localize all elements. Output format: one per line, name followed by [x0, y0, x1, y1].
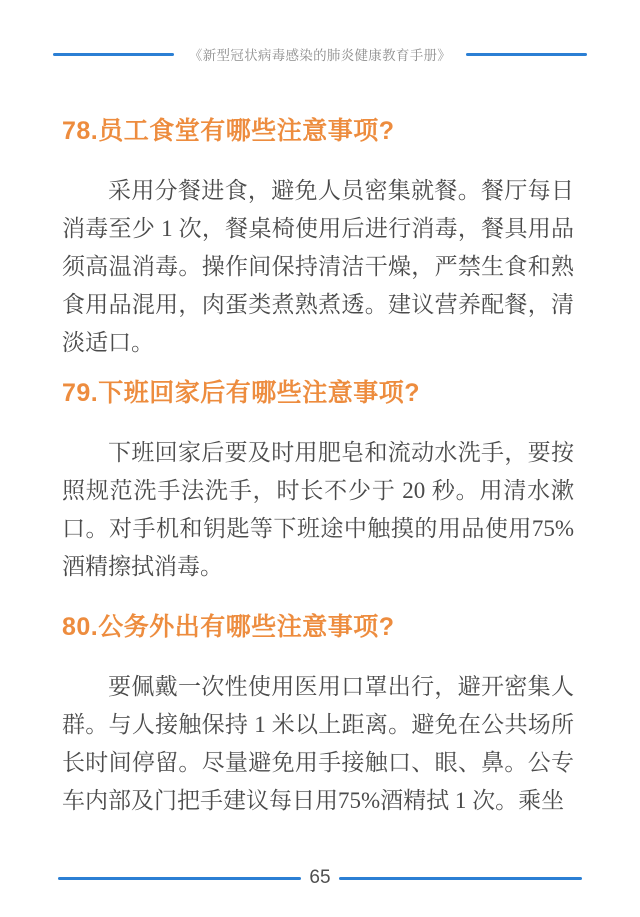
answer-paragraph-78: 采用分餐进食，避免人员密集就餐。餐厅每日消毒至少 1 次，餐桌椅使用后进行消毒，餐具用品须高温消毒。操作间保持清洁干燥，严禁生食和熟食用品混用，肉蛋类煮熟煮透。建议营养配餐，清淡适口。 [62, 178, 574, 355]
qa-section-79 [62, 378, 574, 586]
footer-rule-right [339, 877, 582, 880]
question-heading-79: 79.下班回家后有哪些注意事项? [62, 379, 421, 407]
handbook-title: 《新型冠状病毒感染的肺炎健康教育手册》 [188, 48, 452, 63]
answer-paragraph-79: 下班回家后要及时用肥皂和流动水洗手，要按照规范洗手法洗手，时长不少于 20 秒。用清水漱口。对手机和钥匙等下班途中触摸的用品使用75%酒精擦拭消毒。 [62, 440, 574, 579]
qa-section-80 [62, 612, 574, 820]
page-number: 65 [309, 867, 331, 888]
page-content [62, 0, 574, 820]
qa-section-78 [62, 116, 574, 362]
footer-rule-left [58, 877, 301, 880]
question-heading-80: 80.公务外出有哪些注意事项? [62, 613, 395, 641]
question-heading-78: 78.员工食堂有哪些注意事项? [62, 117, 395, 145]
answer-paragraph-80: 要佩戴一次性使用医用口罩出行，避开密集人群。与人接触保持 1 米以上距离。避免在公共场所长时间停留。尽量避免用手接触口、眼、鼻。公专车内部及门把手建议每日用75%酒精拭 1 次。乘坐 [62, 674, 574, 813]
page-footer [0, 868, 640, 888]
